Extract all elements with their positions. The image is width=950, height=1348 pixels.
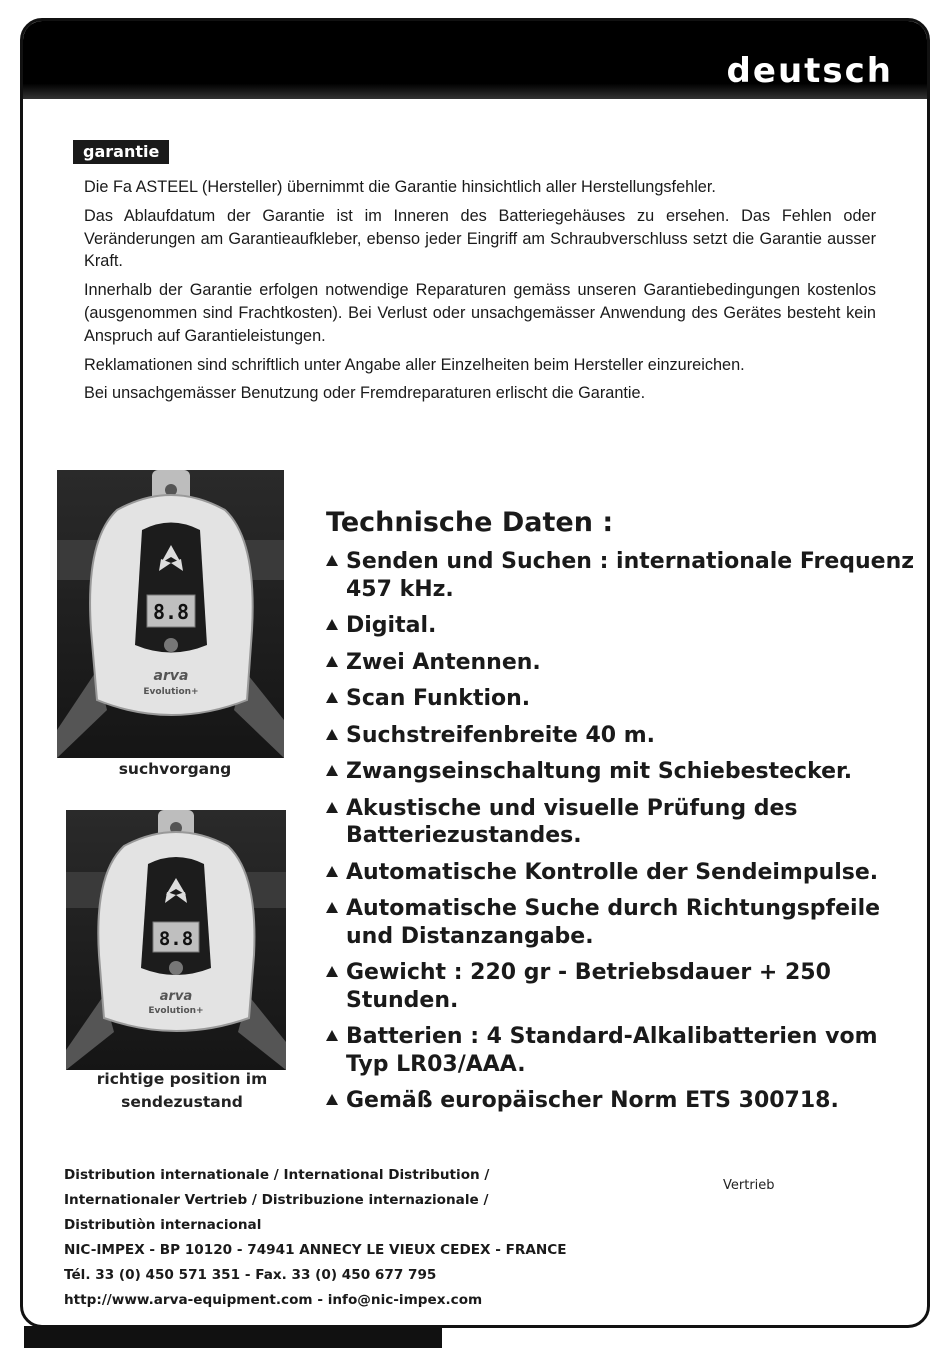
distribution-line: Internationaler Vertrieb / Distribuzione internazionale / xyxy=(64,1192,489,1208)
device-model: Evolution+ xyxy=(143,687,199,697)
spec-text: Gewicht : 220 gr - Betriebsdauer + 250 Stunden. xyxy=(346,960,831,1013)
tech-spec-list xyxy=(326,548,921,1124)
spec-item xyxy=(326,722,921,750)
bottom-strip xyxy=(24,1326,442,1348)
caption-line: sendezustand xyxy=(121,1093,243,1111)
warranty-text xyxy=(84,176,876,411)
language-label: deutsch xyxy=(726,51,893,91)
spec-item xyxy=(326,895,921,950)
warranty-paragraph: Die Fa ASTEEL (Hersteller) übernimmt die Garantie hinsichtlich aller Herstellungsfehler. xyxy=(84,178,716,196)
spec-text: Zwei Antennen. xyxy=(346,649,541,675)
spec-item xyxy=(326,859,921,887)
triangle-bullet-icon xyxy=(326,555,338,566)
spec-item xyxy=(326,685,921,713)
spec-text: Scan Funktion. xyxy=(346,686,531,711)
avalanche-beacon-image xyxy=(57,470,284,758)
spec-item xyxy=(326,959,921,1014)
caption-line: richtige position im xyxy=(96,1070,268,1088)
spec-text: Akustische und visuelle Prüfung des Batteriezustandes. xyxy=(346,795,798,848)
triangle-bullet-icon xyxy=(326,802,338,813)
distribution-address: NIC-IMPEX - BP 10120 - 74941 ANNECY LE VIEUX CEDEX - FRANCE xyxy=(64,1242,567,1258)
header-bar xyxy=(23,21,927,99)
triangle-bullet-icon xyxy=(326,765,338,776)
triangle-bullet-icon xyxy=(326,1030,338,1041)
device-brand: arva xyxy=(159,989,193,1004)
triangle-bullet-icon xyxy=(326,966,338,977)
spec-text: Batterien : 4 Standard-Alkalibatterien vom Typ LR03/AAA. xyxy=(346,1024,878,1077)
avalanche-beacon-image xyxy=(66,810,286,1070)
distribution-line: Distribution internationale / International Distribution / xyxy=(64,1167,490,1183)
spec-text: Zwangseinschaltung mit Schiebestecker. xyxy=(346,759,853,784)
distribution-line: Distributiòn internacional xyxy=(64,1217,262,1233)
triangle-bullet-icon xyxy=(326,656,338,667)
distribution-block xyxy=(64,1163,584,1313)
triangle-bullet-icon xyxy=(326,866,338,877)
lcd-readout: 8.8 xyxy=(158,928,194,950)
triangle-bullet-icon xyxy=(326,619,338,630)
distribution-phone: Tél. 33 (0) 450 571 351 - Fax. 33 (0) 450 677 795 xyxy=(64,1267,437,1283)
spec-item xyxy=(326,649,921,677)
triangle-bullet-icon xyxy=(326,902,338,913)
warranty-paragraph: Das Ablaufdatum der Garantie ist im Inneren des Batteriegehäuses zu ersehen. Das Fehlen oder Veränderungen am Garantieaufkleber, ebenso jeder Eingriff am Schraubverschluss setzt die Garantie ausser Kraft. xyxy=(84,206,876,271)
vertrieb-label: Vertrieb xyxy=(723,1178,775,1193)
caption-transmit xyxy=(57,1068,307,1114)
spec-text: Automatische Suche durch Richtungspfeile und Distanzangabe. xyxy=(346,896,881,949)
spec-text: Senden und Suchen : internationale Frequenz 457 kHz. xyxy=(346,549,915,602)
device-brand: arva xyxy=(153,668,189,684)
triangle-bullet-icon xyxy=(326,729,338,740)
distribution-web: http://www.arva-equipment.com - info@nic-impex.com xyxy=(64,1292,483,1308)
spec-item xyxy=(326,548,921,603)
section-badge-garantie: garantie xyxy=(73,140,169,164)
triangle-bullet-icon xyxy=(326,1094,338,1105)
spec-text: Automatische Kontrolle der Sendeimpulse. xyxy=(346,859,879,885)
lcd-readout: 8.8 xyxy=(152,600,190,624)
warranty-paragraph: Reklamationen sind schriftlich unter Angabe aller Einzelheiten beim Hersteller einzureichen. xyxy=(84,355,745,374)
warranty-paragraph: Bei unsachgemässer Benutzung oder Fremdreparaturen erlischt die Garantie. xyxy=(84,384,646,403)
tech-title: Technische Daten : xyxy=(326,507,614,538)
spec-text: Gemäß europäischer Norm ETS 300718. xyxy=(346,1088,839,1113)
triangle-bullet-icon xyxy=(326,692,338,703)
caption-search xyxy=(57,758,293,781)
spec-item xyxy=(326,1087,921,1115)
warranty-paragraph: Innerhalb der Garantie erfolgen notwendige Reparaturen gemäss unseren Garantiebedingungen kostenlos (ausgenommen sind Frachtkosten). Bei Verlust oder unsachgemässer Anwendung des Gerätes besteht kein Anspruch auf Garantieleistungen. xyxy=(84,281,876,345)
spec-item xyxy=(326,1023,921,1078)
device-photo-transmit xyxy=(66,810,286,1070)
spec-item xyxy=(326,758,921,786)
spec-text: Digital. xyxy=(346,613,437,638)
caption-line: suchvorgang xyxy=(118,760,232,778)
spec-item xyxy=(326,795,921,850)
device-model: Evolution+ xyxy=(148,1006,204,1016)
spec-text: Suchstreifenbreite 40 m. xyxy=(346,722,655,748)
device-photo-search xyxy=(57,470,284,758)
spec-item xyxy=(326,612,921,640)
